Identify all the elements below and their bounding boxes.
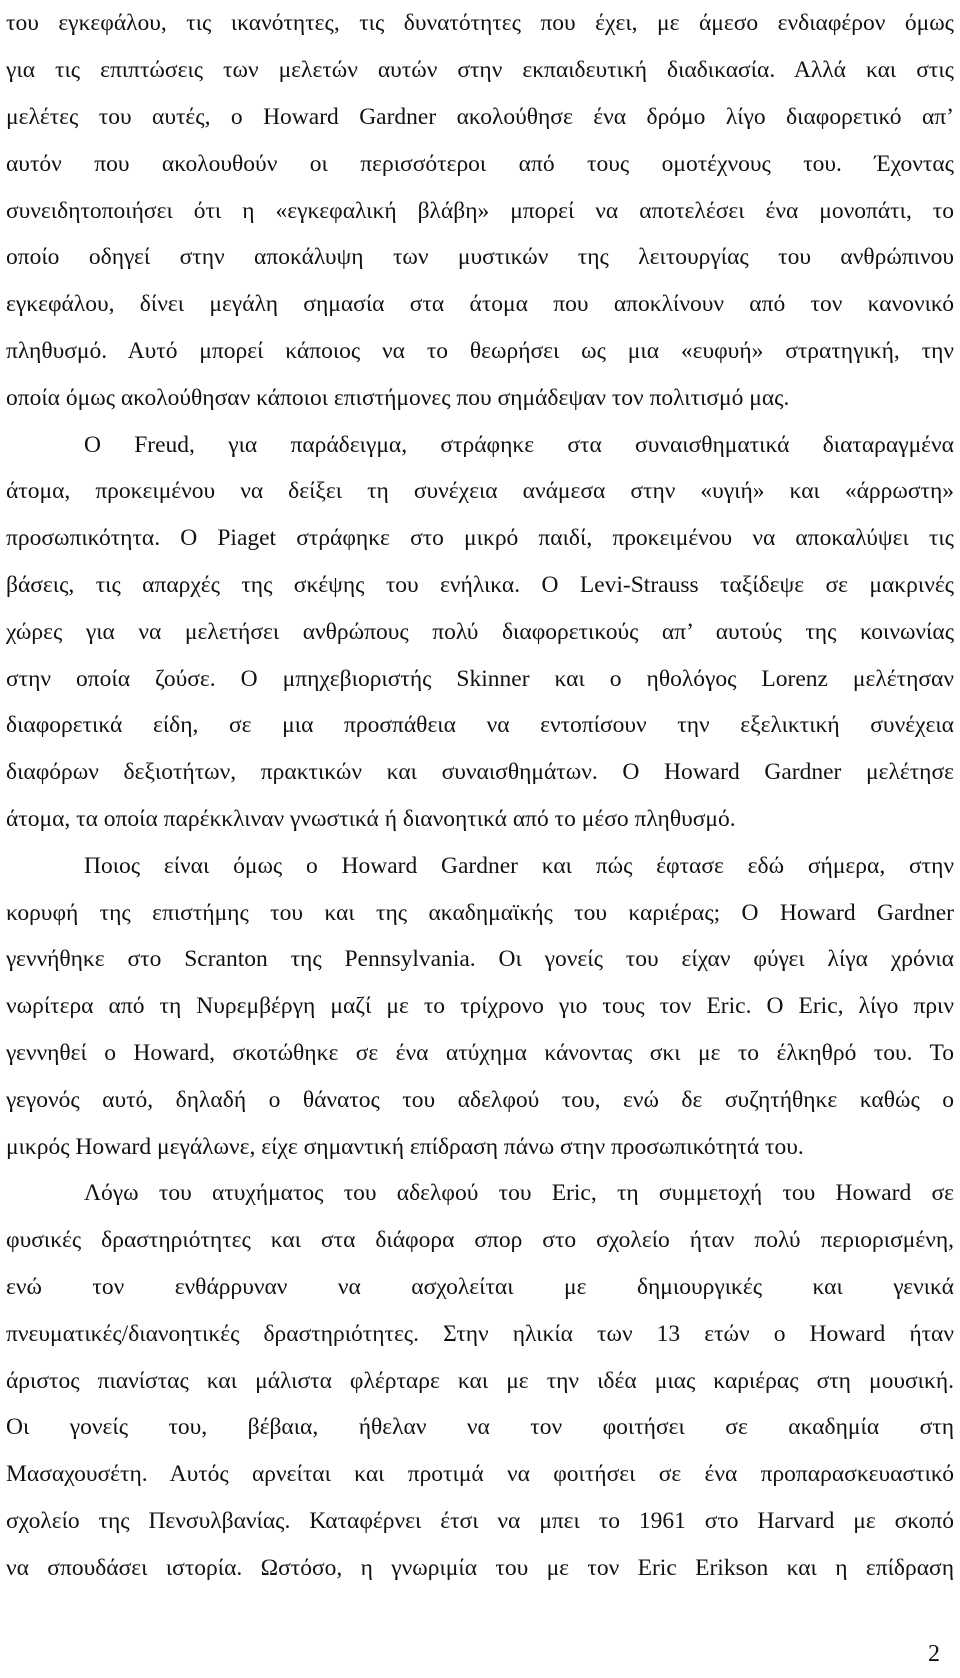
text-line: άτομα, προκειμένου να δείξει τη συνέχεια ανάμεσα στην «υγιή» και «άρρωστη» (6, 478, 954, 504)
text-line: οποία όμως ακολούθησαν κάποιοι επιστήμονες που σημάδεψαν τον πολιτισμό μας. (6, 385, 790, 411)
text-line: νωρίτερα από τη Νυρεμβέργη μαζί με το τρίχρονο γιο τους τον Eric. Ο Eric, λίγο πριν (6, 993, 954, 1019)
text-line: του εγκεφάλου, τις ικανότητες, τις δυνατότητες που έχει, με άμεσο ενδιαφέρον όμως (6, 10, 954, 36)
text-line: χώρες για να μελετήσει ανθρώπους πολύ διαφορετικούς απ’ αυτούς της κοινωνίας (6, 619, 954, 645)
text-line: Λόγω του ατυχήματος του αδελφού του Eric, τη συμμετοχή του Howard σε (84, 1180, 954, 1206)
document-page (6, 0, 954, 1678)
text-line: Ποιος είναι όμως ο Howard Gardner και πώς έφτασε εδώ σήμερα, στην (84, 853, 954, 879)
text-line: οποίο οδηγεί στην αποκάλυψη των μυστικών της λειτουργίας του ανθρώπινου (6, 244, 954, 270)
text-line: για τις επιπτώσεις των μελετών αυτών στην εκπαιδευτική διαδικασία. Αλλά και στις (6, 57, 954, 83)
text-line: γεννήθηκε στο Scranton της Pennsylvania. Οι γονείς του είχαν φύγει λίγα χρόνια (6, 946, 954, 972)
text-line: συνειδητοποιήσει ότι η «εγκεφαλική βλάβη» μπορεί να αποτελέσει ένα μονοπάτι, το (6, 198, 954, 224)
text-line: σχολείο της Πενσυλβανίας. Καταφέρνει έτσι να μπει το 1961 στο Harvard με σκοπό (6, 1508, 954, 1534)
text-line: φυσικές δραστηριότητες και στα διάφορα σπορ στο σχολείο ήταν πολύ περιορισμένη, (6, 1227, 954, 1253)
text-line: βάσεις, τις απαρχές της σκέψης του ενήλικα. Ο Levi-Strauss ταξίδεψε σε μακρινές (6, 572, 954, 598)
text-line: άριστος πιανίστας και μάλιστα φλέρταρε και με την ιδέα μιας καριέρας στη μουσική. (6, 1368, 954, 1394)
text-line: πνευματικές/διανοητικές δραστηριότητες. Στην ηλικία των 13 ετών ο Howard ήταν (6, 1321, 954, 1347)
text-line: κορυφή της επιστήμης του και της ακαδημαϊκής του καριέρας; Ο Howard Gardner (6, 900, 954, 926)
text-line: μελέτες του αυτές, ο Howard Gardner ακολούθησε ένα δρόμο λίγο διαφορετικό απ’ (6, 104, 954, 130)
text-line: εγκεφάλου, δίνει μεγάλη σημασία στα άτομα που αποκλίνουν από τον κανονικό (6, 291, 954, 317)
text-line: Ο Freud, για παράδειγμα, στράφηκε στα συναισθηματικά διαταραγμένα (84, 432, 954, 458)
text-line: άτομα, τα οποία παρέκκλιναν γνωστικά ή διανοητικά από το μέσο πληθυσμό. (6, 806, 736, 832)
text-line: μικρός Howard μεγάλωνε, είχε σημαντική επίδραση πάνω στην προσωπικότητά του. (6, 1134, 804, 1160)
text-line: στην οποία ζούσε. Ο μπηχεβιοριστής Skinner και ο ηθολόγος Lorenz μελέτησαν (6, 666, 954, 692)
text-line: αυτόν που ακολουθούν οι περισσότεροι από τους ομοτέχνους του. Έχοντας (6, 151, 954, 177)
text-line: προσωπικότητα. Ο Piaget στράφηκε στο μικρό παιδί, προκειμένου να αποκαλύψει τις (6, 525, 954, 551)
text-line: Οι γονείς του, βέβαια, ήθελαν να τον φοιτήσει σε ακαδημία στη (6, 1414, 954, 1440)
text-line: να σπουδάσει ιστορία. Ωστόσο, η γνωριμία του με τον Eric Erikson και η επίδραση (6, 1555, 954, 1581)
text-line: διαφόρων δεξιοτήτων, πρακτικών και συναισθημάτων. Ο Howard Gardner μελέτησε (6, 759, 954, 785)
page-number: 2 (928, 1641, 940, 1667)
text-line: γεννηθεί ο Howard, σκοτώθηκε σε ένα ατύχημα κάνοντας σκι με το έλκηθρό του. Το (6, 1040, 954, 1066)
text-line: διαφορετικά είδη, σε μια προσπάθεια να εντοπίσουν την εξελικτική συνέχεια (6, 712, 954, 738)
text-line: Μασαχουσέτη. Αυτός αρνείται και προτιμά να φοιτήσει σε ένα προπαρασκευαστικό (6, 1461, 954, 1487)
text-line: γεγονός αυτό, δηλαδή ο θάνατος του αδελφού του, ενώ δε συζητήθηκε καθώς ο (6, 1087, 954, 1113)
text-line: ενώ τον ενθάρρυναν να ασχολείται με δημιουργικές και γενικά (6, 1274, 954, 1300)
text-line: πληθυσμό. Αυτό μπορεί κάποιος να το θεωρήσει ως μια «ευφυή» στρατηγική, την (6, 338, 954, 364)
